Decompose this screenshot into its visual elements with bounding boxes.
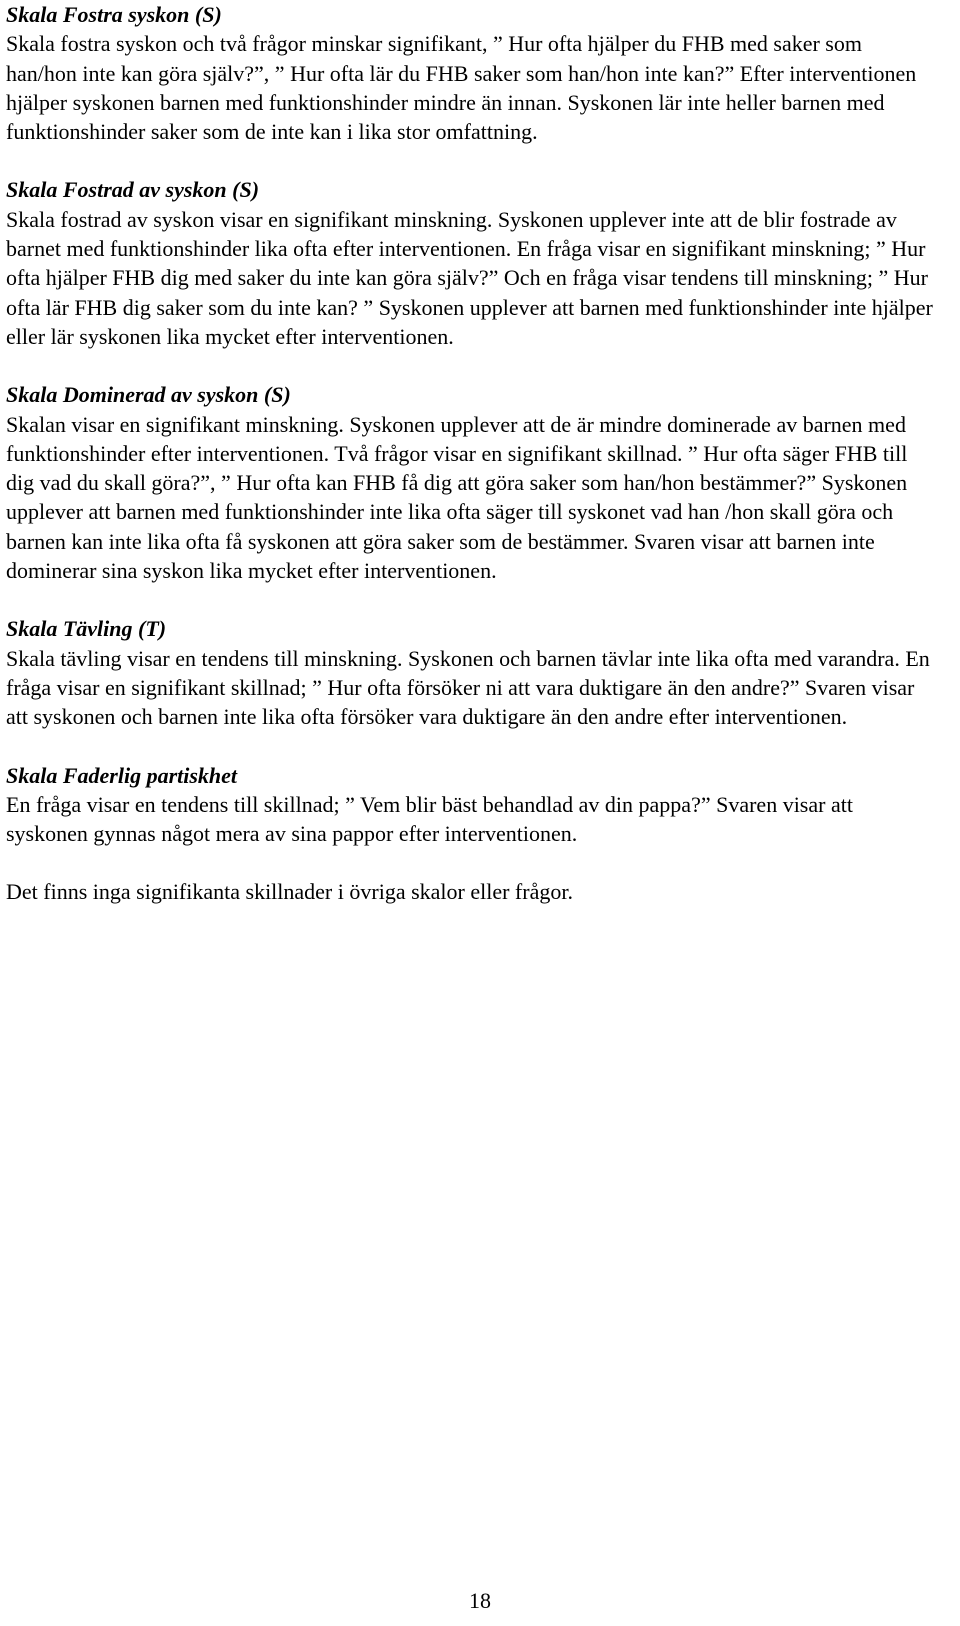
section-tavling [6,614,941,731]
section-paragraph: Skalan visar en signifikant minskning. Syskonen upplever att de är mindre dominerade av barnen med funktionshinder efter interventionen. Två frågor visar en signifikant skillnad. ” Hur ofta säger FHB till dig vad du skall göra?”, ” Hur ofta kan FHB få dig att göra saker som han/hon bestämmer?” Syskonen upplever att barnen med funktionshinder inte lika ofta säger till syskonet vad han /hon skall göra och barnen kan inte lika ofta få syskonen att göra saker som de bestämmer. Svaren visar att barnen inte dominerar sina syskon lika mycket efter interventionen. [6,411,908,584]
paragraph-gap [6,848,941,877]
section-paragraph: En fråga visar en tendens till skillnad; ” Vem blir bäst behandlad av din pappa?” Svaren visar att syskonen gynnas något mera av sina pappor efter interventionen. [6,791,853,847]
section-fostra-syskon [6,0,941,146]
paragraph-gap [6,351,941,380]
paragraph-gap [6,732,941,761]
paragraph-gap [6,585,941,614]
section-paragraph: Skala tävling visar en tendens till minskning. Syskonen och barnen tävlar inte lika ofta med varandra. En fråga visar en signifikant skillnad; ” Hur ofta försöker ni att vara duktigare än den andre?” Svaren visar att syskonen och barnen inte lika ofta försöker vara duktigare än den andre efter interventionen. [6,645,930,730]
closing-paragraph: Det finns inga signifikanta skillnader i övriga skalor eller frågor. [6,879,573,905]
section-faderlig-partiskhet [6,761,941,849]
document-page [6,0,941,907]
section-heading: Skala Tävling (T) [6,616,167,642]
section-fostrad-av-syskon [6,175,941,351]
section-heading: Skala Dominerad av syskon (S) [6,382,291,408]
section-heading: Skala Fostrad av syskon (S) [6,177,260,203]
paragraph-gap [6,146,941,175]
section-dominerad-av-syskon [6,380,941,585]
page-number: 18 [469,1588,491,1613]
section-heading: Skala Faderlig partiskhet [6,762,238,788]
section-paragraph: Skala fostrad av syskon visar en signifikant minskning. Syskonen upplever inte att de blir fostrade av barnet med funktionshinder lika ofta efter interventionen. En fråga visar en signifikant minskning; ” Hur ofta hjälper FHB dig med saker du inte kan göra själv?” Och en fråga visar tendens till minskning; ” Hur ofta lär FHB dig saker som du inte kan? ” Syskonen upplever att barnen med funktionshinder inte hjälper eller lär syskonen lika mycket efter interventionen. [6,206,933,349]
closing-section [6,877,941,906]
section-paragraph: Skala fostra syskon och två frågor minskar signifikant, ” Hur ofta hjälper du FHB med saker som han/hon inte kan göra själv?”, ” Hur ofta lär du FHB saker som han/hon inte kan?” Efter interventionen hjälper syskonen barnen med funktionshinder mindre än innan. Syskonen lär inte heller barnen med funktionshinder saker som de inte kan i lika stor omfattning. [6,31,917,145]
section-heading: Skala Fostra syskon (S) [6,2,222,27]
